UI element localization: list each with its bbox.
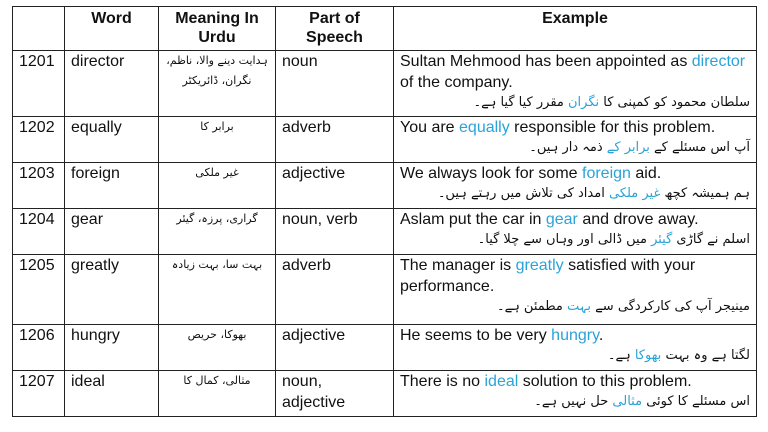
header-part-of-speech: Part of Speech — [276, 7, 394, 51]
example-urdu: آپ اس مسئلے کے برابر کے ذمہ دار ہیں۔ — [529, 140, 750, 155]
entry-example — [394, 255, 757, 325]
table-row — [13, 51, 757, 117]
example-urdu: سلطان محمود کو کمپنی کا نگران مقرر کیا گیا ہے۔ — [473, 95, 750, 110]
entry-word: director — [65, 51, 159, 117]
header-number — [13, 7, 65, 51]
example-highlight: greatly — [515, 257, 564, 274]
entry-word: gear — [65, 209, 159, 255]
entry-part-of-speech: adverb — [276, 117, 394, 163]
header-word: Word — [65, 7, 159, 51]
entry-urdu-meaning: غیر ملکی — [159, 163, 276, 209]
example-urdu-highlight: مثالی — [612, 394, 643, 409]
table-row — [13, 325, 757, 371]
example-urdu: اس مسئلے کا کوئی مثالی حل نہیں ہے۔ — [534, 394, 750, 409]
entry-word: equally — [65, 117, 159, 163]
entry-example — [394, 325, 757, 371]
entry-example — [394, 117, 757, 163]
header-row — [13, 7, 757, 51]
example-english: He seems to be very hungry. — [400, 327, 604, 344]
example-urdu: اسلم نے گاڑی گیئر میں ڈالی اور وہاں سے چلا گیا۔ — [477, 232, 750, 247]
entry-word: ideal — [65, 371, 159, 417]
entry-word: foreign — [65, 163, 159, 209]
entry-part-of-speech: adjective — [276, 163, 394, 209]
entry-urdu-meaning: گراری، پرزہ، گیئر — [159, 209, 276, 255]
example-urdu-highlight: بہت — [567, 299, 592, 314]
example-highlight: gear — [545, 211, 578, 228]
example-english: Aslam put the car in gear and drove away. — [400, 211, 699, 228]
example-english: The manager is greatly satisfied with your performance. — [400, 257, 696, 295]
example-urdu-highlight: برابر کے — [606, 140, 650, 155]
example-urdu: مینیجر آپ کی کارکردگی سے بہت مطمئن ہے۔ — [496, 299, 750, 314]
example-highlight: hungry — [551, 327, 599, 344]
table-row — [13, 371, 757, 417]
example-english: We always look for some foreign aid. — [400, 165, 662, 182]
example-urdu: ہم ہمیشہ کچھ غیر ملکی امداد کی تلاش میں رہتے ہیں۔ — [437, 186, 750, 201]
example-urdu: لگتا ہے وہ بہت بھوکا ہے۔ — [607, 348, 750, 363]
entry-number: 1207 — [13, 371, 65, 417]
header-meaning: Meaning In Urdu — [159, 7, 276, 51]
example-highlight: ideal — [484, 373, 519, 390]
example-urdu-highlight: نگران — [568, 95, 600, 110]
table-row — [13, 209, 757, 255]
entry-word: greatly — [65, 255, 159, 325]
entry-part-of-speech: noun — [276, 51, 394, 117]
entry-urdu-meaning: ہدایت دینے والا، ناظم، نگران، ڈائریکٹر — [159, 51, 276, 117]
table-row — [13, 255, 757, 325]
table-row — [13, 163, 757, 209]
entry-part-of-speech: noun, verb — [276, 209, 394, 255]
entry-number: 1201 — [13, 51, 65, 117]
example-english: Sultan Mehmood has been appointed as director of the company. — [400, 53, 746, 91]
entry-part-of-speech: adverb — [276, 255, 394, 325]
entry-part-of-speech: noun, adjective — [276, 371, 394, 417]
example-urdu-highlight: بھوکا — [634, 348, 662, 363]
example-urdu-highlight: غیر ملکی — [608, 186, 661, 201]
table-row — [13, 117, 757, 163]
example-highlight: equally — [459, 119, 510, 136]
example-highlight: foreign — [582, 165, 631, 182]
example-highlight: director — [691, 53, 746, 70]
entry-example — [394, 163, 757, 209]
entry-number: 1205 — [13, 255, 65, 325]
header-example: Example — [394, 7, 757, 51]
example-english: There is no ideal solution to this problem. — [400, 373, 692, 390]
entry-number: 1206 — [13, 325, 65, 371]
entry-urdu-meaning: مثالی، کمال کا — [159, 371, 276, 417]
entry-number: 1203 — [13, 163, 65, 209]
entry-number: 1202 — [13, 117, 65, 163]
entry-urdu-meaning: بھوکا، حریص — [159, 325, 276, 371]
entry-part-of-speech: adjective — [276, 325, 394, 371]
vocabulary-table — [12, 6, 757, 417]
entry-urdu-meaning: بہت سا، بہت زیادہ — [159, 255, 276, 325]
example-english: You are equally responsible for this problem. — [400, 119, 716, 136]
entry-number: 1204 — [13, 209, 65, 255]
entry-example — [394, 51, 757, 117]
example-urdu-highlight: گیئر — [651, 232, 673, 247]
entry-word: hungry — [65, 325, 159, 371]
entry-example — [394, 371, 757, 417]
entry-example — [394, 209, 757, 255]
entry-urdu-meaning: برابر کا — [159, 117, 276, 163]
